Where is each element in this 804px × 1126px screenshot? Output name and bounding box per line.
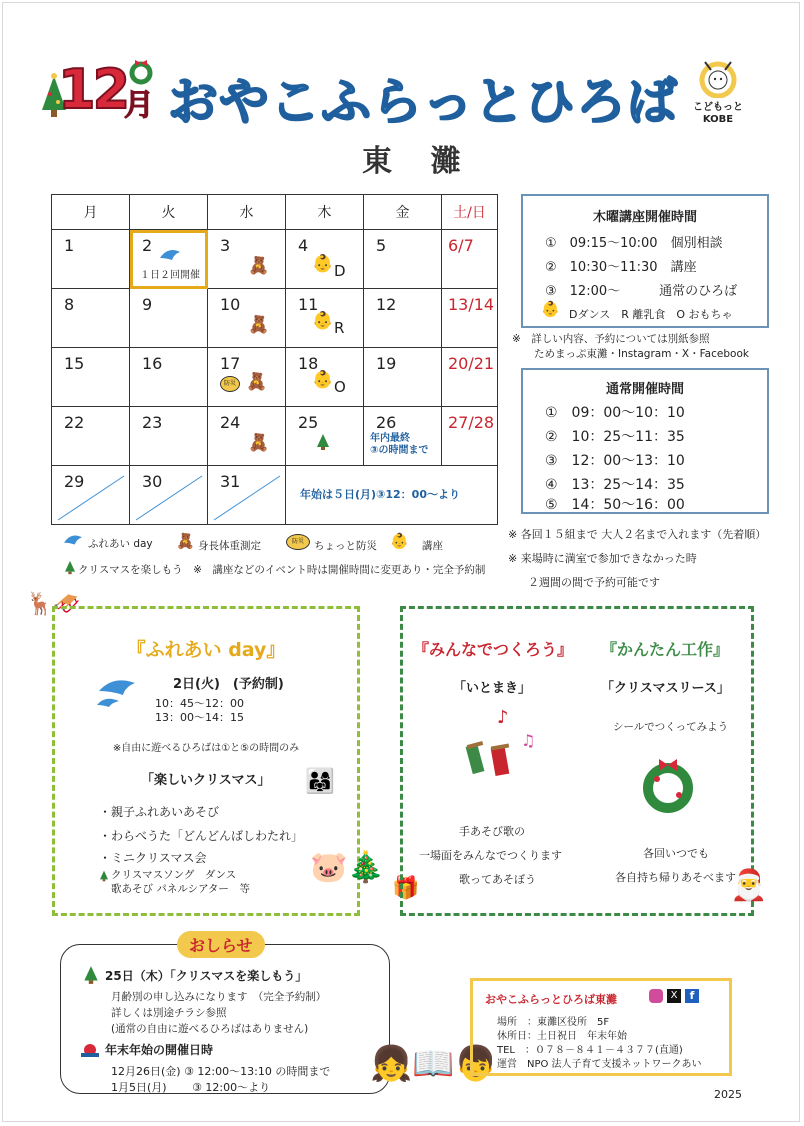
day-number: 22: [64, 413, 85, 432]
legend-bousai: ちょっと防災: [314, 540, 377, 552]
wreath-icon: [639, 757, 697, 819]
facility-operator: 運営 NPO 法人子育て支援ネットワークあい: [497, 1059, 702, 1070]
spool-icon: [463, 739, 519, 787]
legend-christmas: クリスマスを楽しもう ※ 講座などのイベント時は開催時間に変更あり・完全予約制: [78, 564, 486, 576]
craft-left-desc-3: 歌ってあそぼう: [459, 873, 536, 886]
calendar-week-1: [52, 230, 498, 289]
closed-day-slash: [208, 466, 285, 524]
regular-row-1: ① 09：00～10：10: [545, 405, 685, 421]
day-cell: [208, 348, 286, 407]
day-number: 4: [298, 236, 309, 255]
info-note-2: ためまっぷ東灘・Instagram・X・Facebook: [534, 348, 749, 360]
day-number: 19: [376, 354, 397, 373]
new-year-note: 年始は５日(月)③12：00～より: [300, 488, 460, 501]
fureai-title: 『ふれあい day』: [126, 639, 286, 661]
fureai-theme: 「楽しいクリスマス」: [141, 773, 271, 788]
legend-fureai: ふれあい day: [88, 538, 153, 550]
day-cell: [286, 407, 364, 466]
baby-icon: 👶: [541, 300, 560, 318]
day-cell: [52, 230, 130, 289]
day-cell: [364, 289, 442, 348]
day-cell: [286, 230, 364, 289]
day-cell: [130, 348, 208, 407]
day-number: 31: [220, 472, 241, 491]
fureai-note: ※自由に遊べるひろばは①と⑤の時間のみ: [112, 743, 300, 754]
info-note-1: ※ 詳しい内容、予約については別紙参照: [512, 333, 710, 345]
day-number: 29: [64, 472, 85, 491]
regular-schedule-box: [521, 368, 769, 514]
regular-row-5: ⑤ 14：50～16：00: [545, 497, 685, 513]
calendar-week-2: [52, 289, 498, 348]
craft-left-item: 「いとまき」: [453, 681, 532, 696]
day-number: 27/28: [448, 413, 495, 432]
day-cell: [286, 348, 364, 407]
thursday-row-3: ③ 12:00～ 通常のひろば: [545, 284, 738, 299]
craft-section: [400, 606, 754, 916]
present-icon: 🎁: [392, 876, 420, 901]
day-number: 24: [220, 413, 241, 432]
day-cell: [364, 348, 442, 407]
day-cell: [208, 289, 286, 348]
day-cell: [52, 407, 130, 466]
weekday-wed: 水: [208, 195, 286, 230]
day-cell: [130, 466, 208, 525]
day-number: 6/7: [448, 236, 474, 255]
bear-icon: 🧸: [248, 315, 270, 335]
cell-note-2: １日２回開催: [140, 270, 200, 281]
fureai-item-3: ・ミニクリスマス会: [99, 851, 207, 865]
baby-icon: 👶: [312, 311, 334, 331]
dolphin-icon: [158, 246, 182, 269]
notice-line-4: 12月26日(金) ③ 12:00～13:10 の時間まで: [111, 1065, 331, 1078]
x-icon[interactable]: X: [667, 989, 681, 1003]
bear-icon: 🧸: [246, 372, 268, 392]
wreath-icon: [128, 60, 154, 90]
music-note-icon: ♪: [497, 707, 509, 728]
day-number: 25: [298, 413, 319, 432]
day-number: 23: [142, 413, 163, 432]
craft-title-left: 『みんなでつくろう』: [413, 640, 574, 659]
family-icon: 👨‍👩‍👧: [305, 767, 335, 795]
legend-measure: 身長体重測定: [198, 540, 261, 552]
bear-icon: 🧸: [176, 532, 195, 550]
day-number: 20/21: [448, 354, 495, 373]
facility-name: おやこふらっとひろば東灘: [485, 993, 617, 1006]
bear-icon: 🧸: [248, 256, 270, 276]
sunrise-icon: [81, 1041, 99, 1061]
calendar-week-4: [52, 407, 498, 466]
notice-line-1: 月齢別の申し込みになります （完全予約制）: [111, 991, 327, 1003]
regular-row-4: ④ 13：25～14：35: [545, 477, 685, 493]
day-cell: [130, 407, 208, 466]
thursday-box-title: 木曜講座開催時間: [592, 210, 697, 225]
capacity-note-3: ２週間の間で予約可能です: [528, 576, 660, 589]
closed-day-slash: [52, 466, 129, 524]
calendar-table: [51, 194, 498, 525]
day-number: 9: [142, 295, 153, 314]
day-cell-weekend: [442, 407, 498, 466]
facility-place: 場所 ：東灘区役所 5F: [497, 1017, 610, 1028]
fureai-sub-2: 歌あそび パネルシアター 等: [111, 883, 250, 895]
dolphin-icon: [62, 532, 84, 552]
christmas-tree-icon: [316, 433, 330, 455]
fureai-time-1: 10：45～12：00: [155, 697, 244, 710]
notice-heading-1: 25日（木）「クリスマスを楽しもう」: [105, 969, 308, 983]
regular-row-2: ② 10：25～11：35: [545, 429, 685, 445]
weekday-fri: 金: [364, 195, 442, 230]
notice-line-5: 1月5日(月) ③ 12:00～より: [111, 1081, 271, 1094]
christmas-characters-icon: 🐷🎄: [310, 850, 385, 885]
capacity-note-2: ※ 来場時に満室で参加できなかった時: [508, 552, 697, 565]
month-suffix: 月: [124, 88, 154, 123]
day-cell-weekend: [442, 348, 498, 407]
santa-icon: 🎅: [730, 868, 768, 903]
day-cell: [364, 230, 442, 289]
day-cell: [286, 289, 364, 348]
day-number: 11: [298, 295, 319, 314]
regular-box-title: 通常開催時間: [605, 382, 684, 397]
craft-left-desc-1: 手あそび歌の: [459, 825, 525, 838]
day-cell: [52, 348, 130, 407]
day-cell: [52, 466, 130, 525]
craft-right-desc-0: シールでつくってみよう: [613, 721, 729, 733]
year-label: 2025: [714, 1088, 742, 1101]
craft-right-desc-1: 各回いつでも: [643, 847, 709, 860]
logo-line2: KOBE: [702, 114, 734, 125]
day-number: 5: [376, 236, 387, 255]
thursday-row-1: ① 09:15～10:00 個別相談: [545, 236, 723, 251]
facebook-icon[interactable]: f: [685, 989, 699, 1003]
mark-toys: O: [334, 378, 346, 396]
logo-line1: こどもっと: [693, 102, 743, 113]
notice-badge: おしらせ: [177, 931, 265, 958]
instagram-icon[interactable]: [649, 989, 663, 1003]
calendar-header-row: [52, 195, 498, 230]
facility-info-box: [470, 978, 732, 1076]
day-number: 17: [220, 354, 241, 373]
christmas-tree-icon: [83, 965, 99, 989]
craft-title-right: 『かんたん工作』: [601, 640, 730, 659]
facility-closed: 休所日：土日祝日 年末年始: [497, 1031, 627, 1042]
day-cell: [208, 466, 286, 525]
day-number: 3: [220, 236, 231, 255]
new-year-note-cell: [286, 466, 498, 525]
children-reading-icon: 👧📖👦: [370, 1044, 498, 1084]
day-number: 16: [142, 354, 163, 373]
day-number: 18: [298, 354, 319, 373]
notice-box: [60, 936, 390, 1094]
day-cell: [130, 289, 208, 348]
day-number: 8: [64, 295, 75, 314]
day-cell-weekend: [442, 289, 498, 348]
day-number: 12: [376, 295, 397, 314]
weekday-tue: 火: [130, 195, 208, 230]
weekday-thu: 木: [286, 195, 364, 230]
notice-line-3: (通常の自由に遊べるひろばはありません): [111, 1023, 309, 1035]
day-number: 10: [220, 295, 241, 314]
mark-dance: D: [334, 262, 346, 280]
santa-sleigh-icon: 🦌🛷: [26, 592, 81, 617]
day-cell: [52, 289, 130, 348]
craft-right-item: 「クリスマスリース」: [601, 681, 730, 696]
day-number: 1: [64, 236, 75, 255]
christmas-tree-icon: [64, 560, 76, 579]
bear-icon: 🧸: [248, 433, 270, 453]
baby-icon: 👶: [312, 254, 334, 274]
baby-icon: 👶: [312, 370, 334, 390]
christmas-tree-icon: [99, 867, 109, 886]
fureai-item-2: ・わらべうた「どんどんばしわたれ」: [99, 829, 304, 843]
day-number: 15: [64, 354, 85, 373]
notice-heading-2: 年末年始の開催日時: [105, 1043, 214, 1057]
calendar-week-5: [52, 466, 498, 525]
fureai-item-1: ・親子ふれあいあそび: [99, 805, 220, 819]
day-number: 2: [142, 236, 153, 255]
location-title: 東 灘: [362, 144, 475, 179]
weekday-mon: 月: [52, 195, 130, 230]
closed-day-slash: [130, 466, 207, 524]
bousai-badge-icon: 防災: [220, 376, 240, 392]
music-note-icon: ♫: [521, 731, 536, 750]
thursday-schedule-box: [521, 194, 769, 328]
day-number: 13/14: [448, 295, 495, 314]
day-cell-highlight: [130, 230, 208, 289]
day-number: 30: [142, 472, 163, 491]
page-title: おやこふらっとひろば: [168, 73, 678, 131]
mark-weaning: R: [334, 319, 345, 337]
legend-kouza: 講座: [422, 540, 443, 552]
craft-left-desc-2: 一場面をみんなでつくります: [419, 849, 562, 862]
thursday-legend: Dダンス R 離乳食 O おもちゃ: [569, 308, 733, 321]
dolphin-icon: [95, 673, 141, 715]
day-number: 26: [376, 413, 397, 432]
kobe-logo: [690, 58, 746, 126]
day-cell-weekend: [442, 230, 498, 289]
cell-note-26: 年内最終 ③の時間まで: [370, 433, 429, 456]
notice-line-2: 詳しくは別途チラシ参照: [111, 1007, 227, 1019]
month-number: 12: [58, 58, 128, 121]
fureai-date: 2日(火) (予約制): [173, 677, 284, 692]
regular-row-3: ③ 12：00～13：10: [545, 453, 685, 469]
thursday-row-2: ② 10:30～11:30 講座: [545, 260, 697, 275]
day-cell: [208, 230, 286, 289]
fureai-time-2: 13：00～14：15: [155, 711, 244, 724]
bousai-badge-icon: 防災: [286, 534, 310, 550]
weekday-weekend: 土/日: [442, 195, 498, 230]
craft-right-desc-2: 各自持ち帰りあそべます: [615, 871, 736, 884]
day-cell: [208, 407, 286, 466]
fureai-sub-1: クリスマスソング ダンス: [111, 869, 237, 881]
capacity-note-1: ※ 各回１５組まで 大人２名まで入れます（先着順）: [508, 528, 767, 541]
calendar-week-3: [52, 348, 498, 407]
facility-tel: TEL ：０７８－８４１－４３７７(直通): [497, 1045, 683, 1056]
day-cell: [364, 407, 442, 466]
baby-icon: 👶: [390, 532, 409, 550]
